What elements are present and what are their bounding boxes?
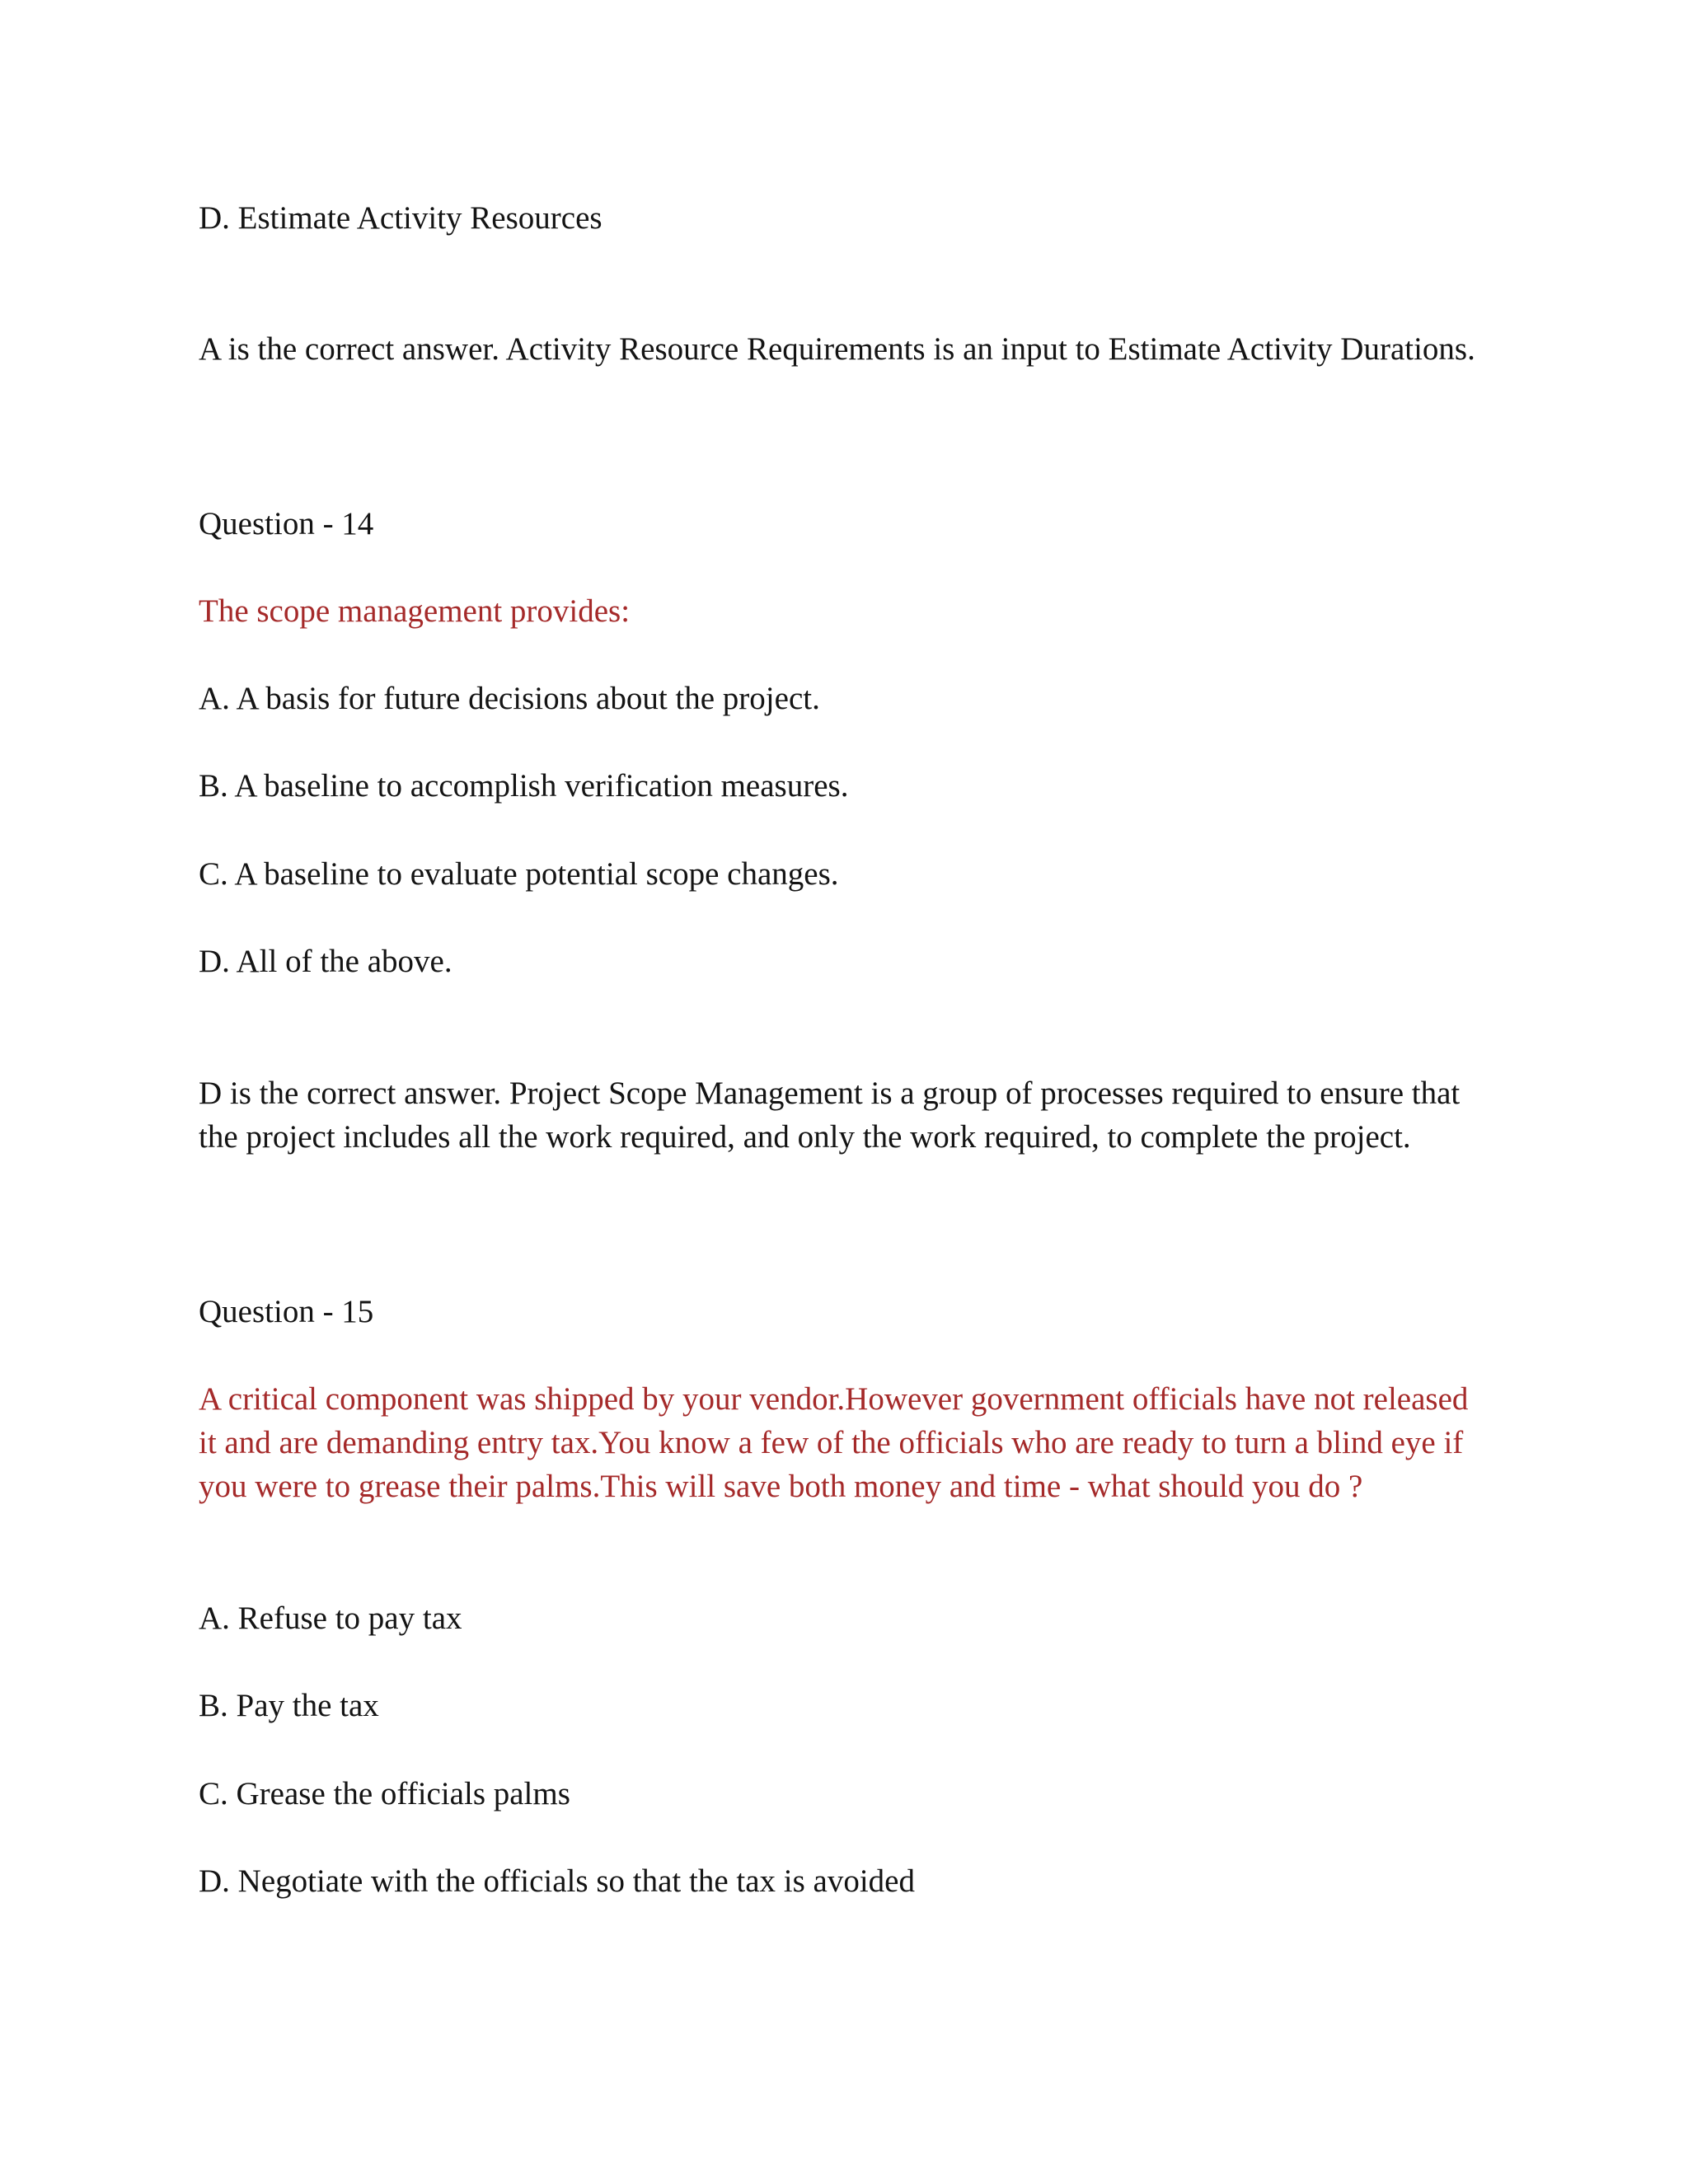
question-14-option-a: A. A basis for future decisions about the project.	[199, 681, 820, 716]
question-15-text: A critical component was shipped by your vendor.However government officials have not released it and are demanding entry tax.You know a few of the officials who are ready to turn a blind eye if you were to grease their palms.This will save both money and time - what should you do ?	[199, 1381, 1469, 1504]
question-14-text: The scope management provides:	[199, 593, 631, 629]
prev-answer-explanation: A is the correct answer. Activity Resource Requirements is an input to Estimate Activity Durations.	[199, 331, 1475, 367]
prev-option-d: D. Estimate Activity Resources	[199, 200, 603, 236]
question-14-answer-explanation: D is the correct answer. Project Scope Management is a group of processes required to ensure that the project includes all the work required, and only the work required, to complete the project.	[199, 1076, 1461, 1155]
question-14-option-d: D. All of the above.	[199, 944, 452, 979]
question-14-heading: Question - 14	[199, 506, 374, 541]
question-14-option-b: B. A baseline to accomplish verification measures.	[199, 768, 849, 804]
question-15-option-c: C. Grease the officials palms	[199, 1776, 570, 1811]
question-15-heading: Question - 15	[199, 1294, 374, 1329]
question-14-option-c: C. A baseline to evaluate potential scope changes.	[199, 856, 839, 892]
question-15-option-a: A. Refuse to pay tax	[199, 1601, 462, 1636]
question-15-option-d: D. Negotiate with the officials so that the tax is avoided	[199, 1863, 915, 1899]
question-15-option-b: B. Pay the tax	[199, 1688, 379, 1723]
